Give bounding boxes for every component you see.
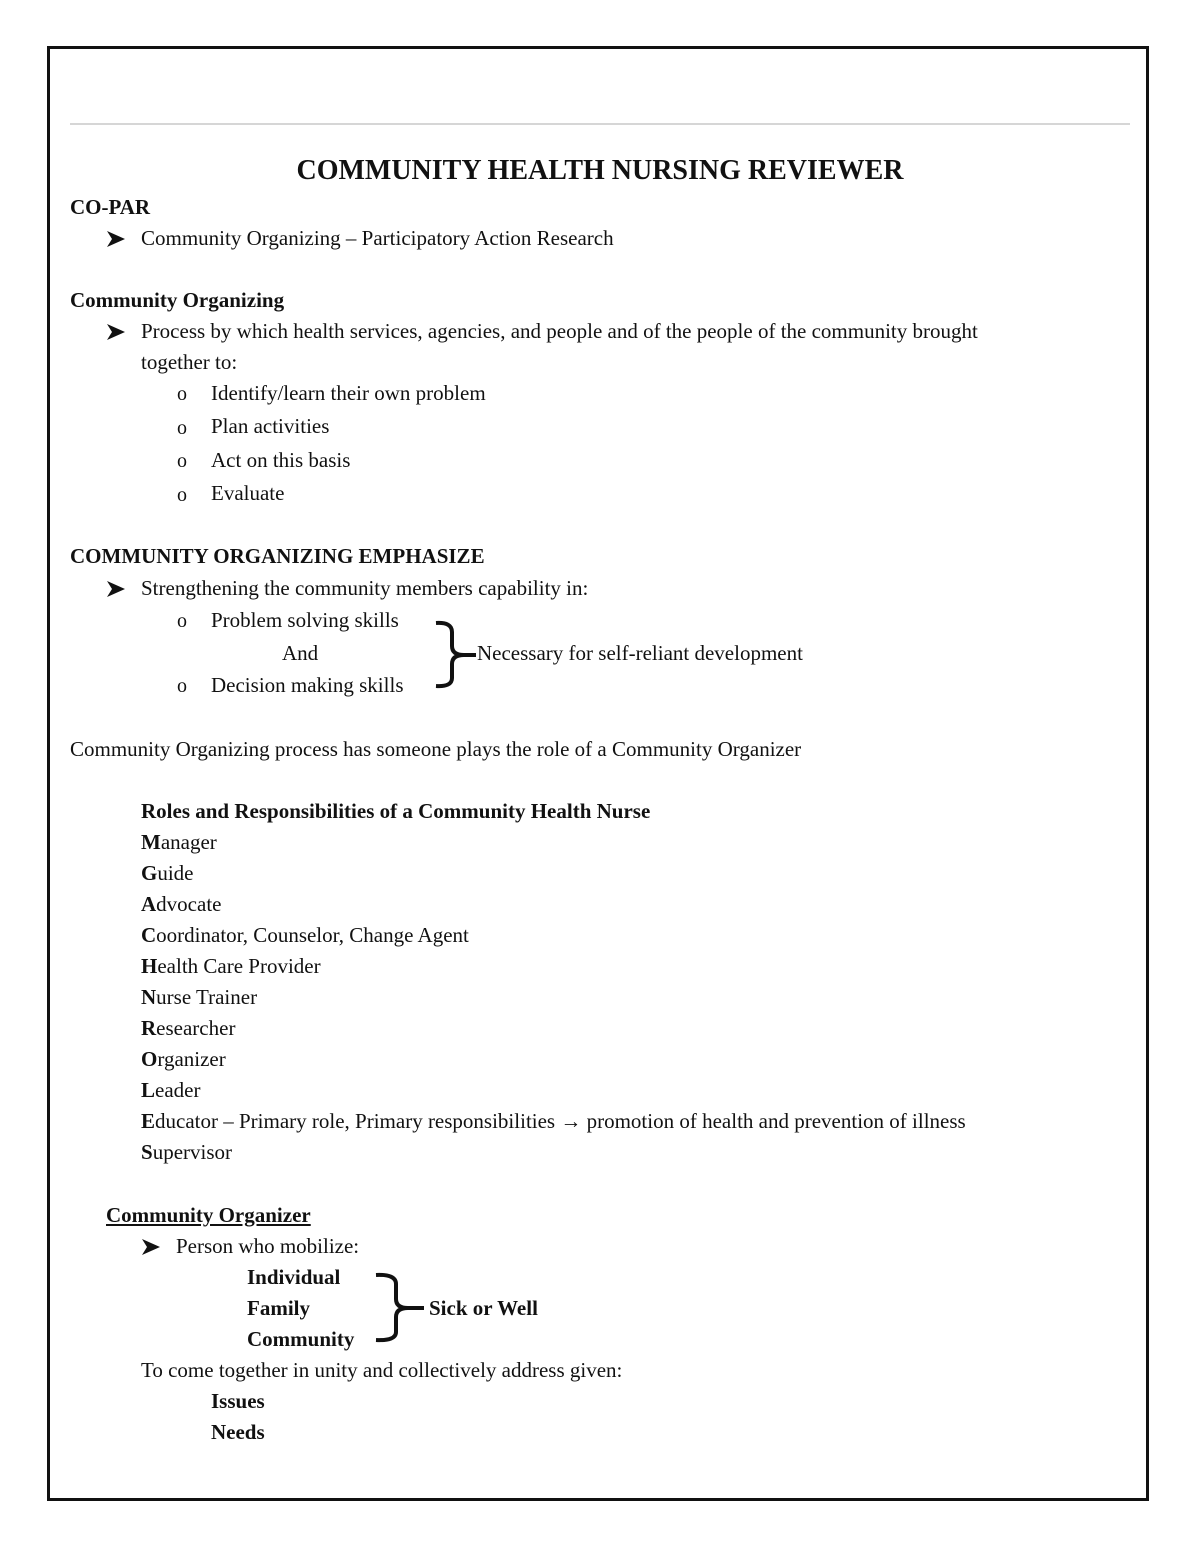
community-organizer-heading: Community Organizer: [106, 1203, 311, 1227]
circle-bullet-icon: o: [177, 675, 187, 697]
list-item: Plan activities: [211, 414, 330, 438]
sick-or-well-label: Sick or Well: [429, 1296, 538, 1320]
arrowhead-bullet-icon: [106, 323, 126, 341]
role-initial: O: [141, 1047, 158, 1071]
role-text: rganizer: [157, 1047, 226, 1071]
header-rule: [70, 123, 1130, 125]
community-organizing-heading: Community Organizing: [70, 288, 285, 312]
role-initial: E: [141, 1109, 156, 1133]
role-text: ealth Care Provider: [157, 954, 321, 978]
role-initial: R: [141, 1016, 157, 1040]
roles-heading: Roles and Responsibilities of a Community Health Nurse: [141, 799, 651, 823]
role-text: uide: [157, 861, 194, 885]
list-item: Problem solving skills: [211, 608, 399, 632]
community-organizing-definition-line2: together to:: [141, 350, 238, 374]
copar-heading: CO-PAR: [70, 195, 151, 219]
list-item: Identify/learn their own problem: [211, 381, 486, 405]
role-item: [141, 1049, 226, 1070]
copar-definition: Community Organizing – Participatory Action Research: [141, 226, 614, 250]
need-needs: Needs: [211, 1420, 265, 1444]
brace-label: Necessary for self-reliant development: [477, 641, 803, 665]
role-initial: A: [141, 892, 157, 916]
role-item: [141, 925, 469, 946]
emphasize-heading: COMMUNITY ORGANIZING EMPHASIZE: [70, 544, 485, 568]
role-text: urse Trainer: [156, 985, 258, 1009]
organizer-statement-2: To come together in unity and collectively address given:: [141, 1358, 623, 1382]
role-initial: M: [141, 830, 161, 854]
circle-bullet-icon: o: [177, 610, 187, 632]
role-item: [141, 1111, 966, 1132]
circle-bullet-icon: o: [177, 383, 187, 405]
role-initial: C: [141, 923, 157, 947]
circle-bullet-icon: o: [177, 484, 187, 506]
role-initial: S: [141, 1140, 153, 1164]
group-community: Community: [247, 1327, 355, 1351]
document-title: COMMUNITY HEALTH NURSING REVIEWER: [296, 155, 904, 186]
role-item: [141, 863, 194, 884]
circle-bullet-icon: o: [177, 417, 187, 439]
organizer-item: Person who mobilize:: [176, 1234, 360, 1258]
and-connector: And: [282, 641, 319, 665]
organizer-statement: Community Organizing process has someone plays the role of a Community Organizer: [70, 737, 802, 761]
role-item: [141, 894, 221, 915]
list-item: Decision making skills: [211, 673, 404, 697]
role-item: [141, 1080, 200, 1101]
group-individual: Individual: [247, 1265, 341, 1289]
role-initial: L: [141, 1078, 156, 1102]
role-initial: H: [141, 954, 158, 978]
emphasize-item: Strengthening the community members capability in:: [141, 576, 589, 600]
role-text: anager: [160, 830, 217, 854]
role-initial: G: [141, 861, 158, 885]
list-item: Evaluate: [211, 481, 285, 505]
role-text: dvocate: [156, 892, 222, 916]
arrowhead-bullet-icon: [106, 230, 126, 248]
role-text: esearcher: [156, 1016, 236, 1040]
arrowhead-bullet-icon: [141, 1238, 161, 1256]
right-brace-icon: [374, 1272, 426, 1344]
role-item: [141, 987, 257, 1008]
role-text: eader: [155, 1078, 201, 1102]
page-border: [47, 46, 1149, 1501]
role-item: [141, 1018, 235, 1039]
circle-bullet-icon: o: [177, 450, 187, 472]
list-item: Act on this basis: [211, 448, 351, 472]
role-text: ducator – Primary role, Primary responsibilities → promotion of health and prevention of illness: [155, 1109, 966, 1133]
right-brace-icon: [434, 620, 478, 690]
role-initial: N: [141, 985, 157, 1009]
role-text: upervisor: [152, 1140, 233, 1164]
group-family: Family: [247, 1296, 310, 1320]
arrowhead-bullet-icon: [106, 580, 126, 598]
need-issues: Issues: [211, 1389, 265, 1413]
role-text: oordinator, Counselor, Change Agent: [156, 923, 469, 947]
role-item: [141, 832, 217, 853]
community-organizing-definition-line1: Process by which health services, agencies, and people and of the people of the community brought: [141, 319, 978, 343]
role-item: [141, 1142, 232, 1163]
role-item: [141, 956, 321, 977]
